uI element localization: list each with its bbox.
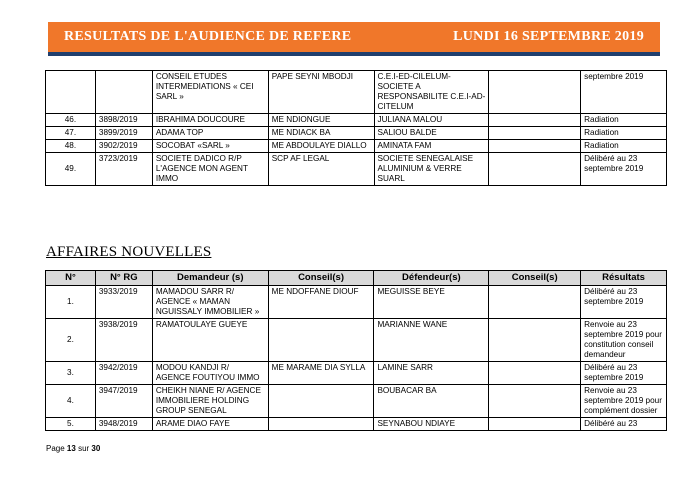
- row-demandeur: IBRAHIMA DOUCOURE: [152, 114, 268, 127]
- new-cases-table: [45, 270, 667, 431]
- row-rg: 3938/2019: [95, 319, 152, 362]
- row-conseil-defendeur: [489, 418, 581, 431]
- row-num: 3.: [46, 362, 96, 385]
- table-row: [46, 71, 667, 114]
- row-conseil: [268, 418, 374, 431]
- row-defendeur: MEGUISSE BEYE: [374, 286, 489, 319]
- row-defendeur: JULIANA MALOU: [374, 114, 489, 127]
- row-defendeur: SOCIETE SENEGALAISE ALUMINIUM & VERRE SUARL: [374, 153, 489, 186]
- row-resultat: Délibéré au 23 septembre 2019: [581, 286, 667, 319]
- row-conseil: SCP AF LEGAL: [268, 153, 374, 186]
- row-rg: [95, 71, 152, 114]
- row-conseil: [268, 385, 374, 418]
- footer-page: 13: [66, 444, 76, 453]
- footer-sep: sur: [78, 444, 90, 453]
- col-header-conseil: Conseil(s): [268, 271, 374, 286]
- row-rg: 3723/2019: [95, 153, 152, 186]
- row-num: 48.: [46, 140, 96, 153]
- table-row: [46, 153, 667, 186]
- row-resultat: Délibéré au 23: [581, 418, 667, 431]
- continued-results-table: [45, 70, 667, 186]
- row-resultat: Délibéré au 23 septembre 2019: [581, 153, 667, 186]
- row-conseil: PAPE SEYNI MBODJI: [268, 71, 374, 114]
- row-conseil-defendeur: [489, 319, 581, 362]
- row-resultat: septembre 2019: [581, 71, 667, 114]
- header-date: LUNDI 16 SEPTEMBRE 2019: [453, 29, 644, 44]
- row-num: 2.: [46, 319, 96, 362]
- row-resultat: Radiation: [581, 140, 667, 153]
- col-header-num: N°: [46, 271, 96, 286]
- row-demandeur: MODOU KANDJI R/ AGENCE FOUTIYOU IMMO: [152, 362, 268, 385]
- footer-total: 30: [91, 444, 101, 453]
- col-header-demandeur: Demandeur (s): [152, 271, 268, 286]
- row-conseil-defendeur: [489, 71, 581, 114]
- row-rg: 3948/2019: [95, 418, 152, 431]
- row-defendeur: MARIANNE WANE: [374, 319, 489, 362]
- row-demandeur: ARAME DIAO FAYE: [152, 418, 268, 431]
- row-num: 4.: [46, 385, 96, 418]
- row-resultat: Renvoie au 23 septembre 2019 pour complément dossier: [581, 385, 667, 418]
- row-conseil-defendeur: [489, 385, 581, 418]
- row-num: 49.: [46, 153, 96, 186]
- row-rg: 3947/2019: [95, 385, 152, 418]
- row-demandeur: CHEIKH NIANE R/ AGENCE IMMOBILIERE HOLDING GROUP SENEGAL: [152, 385, 268, 418]
- row-num: [46, 71, 96, 114]
- row-demandeur: ADAMA TOP: [152, 127, 268, 140]
- footer-prefix: Page: [46, 444, 65, 453]
- page-footer: [46, 444, 100, 453]
- row-rg: 3899/2019: [95, 127, 152, 140]
- row-conseil-defendeur: [489, 114, 581, 127]
- row-conseil-defendeur: [489, 127, 581, 140]
- row-resultat: Renvoie au 23 septembre 2019 pour constitution conseil demandeur: [581, 319, 667, 362]
- row-demandeur: CONSEIL ETUDES INTERMEDIATIONS « CEI SARL »: [152, 71, 268, 114]
- row-rg: 3933/2019: [95, 286, 152, 319]
- table-row: [46, 418, 667, 431]
- table-row: [46, 127, 667, 140]
- row-defendeur: C.E.I-ED-CILELUM-SOCIETE A RESPONSABILITE C.E.I-AD-CITELUM: [374, 71, 489, 114]
- row-demandeur: SOCIETE DADICO R/P L'AGENCE MON AGENT IMMO: [152, 153, 268, 186]
- row-num: 1.: [46, 286, 96, 319]
- col-header-defendeur: Défendeur(s): [374, 271, 489, 286]
- row-conseil: ME NDIACK BA: [268, 127, 374, 140]
- row-conseil: ME MARAME DIA SYLLA: [268, 362, 374, 385]
- header-title: RESULTATS DE L'AUDIENCE DE REFERE: [64, 29, 352, 44]
- row-conseil: ME ABDOULAYE DIALLO: [268, 140, 374, 153]
- row-defendeur: BOUBACAR BA: [374, 385, 489, 418]
- row-num: 5.: [46, 418, 96, 431]
- row-rg: 3902/2019: [95, 140, 152, 153]
- row-demandeur: SOCOBAT «SARL »: [152, 140, 268, 153]
- row-conseil: ME NDIONGUE: [268, 114, 374, 127]
- table-row: [46, 319, 667, 362]
- header-banner: [48, 22, 660, 56]
- row-conseil-defendeur: [489, 140, 581, 153]
- row-defendeur: AMINATA FAM: [374, 140, 489, 153]
- table-header-row: [46, 271, 667, 286]
- table-row: [46, 114, 667, 127]
- row-demandeur: RAMATOULAYE GUEYE: [152, 319, 268, 362]
- row-conseil: ME NDOFFANE DIOUF: [268, 286, 374, 319]
- row-num: 46.: [46, 114, 96, 127]
- row-num: 47.: [46, 127, 96, 140]
- table-row: [46, 362, 667, 385]
- row-rg: 3898/2019: [95, 114, 152, 127]
- row-conseil-defendeur: [489, 286, 581, 319]
- col-header-resultats: Résultats: [581, 271, 667, 286]
- row-conseil-defendeur: [489, 362, 581, 385]
- col-header-conseil-defendeur: Conseil(s): [489, 271, 581, 286]
- row-conseil: [268, 319, 374, 362]
- row-resultat: Délibéré au 23 septembre 2019: [581, 362, 667, 385]
- row-resultat: Radiation: [581, 127, 667, 140]
- header-bar: [48, 22, 660, 52]
- row-defendeur: SEYNABOU NDIAYE: [374, 418, 489, 431]
- row-defendeur: LAMINE SARR: [374, 362, 489, 385]
- table-row: [46, 385, 667, 418]
- row-rg: 3942/2019: [95, 362, 152, 385]
- row-demandeur: MAMADOU SARR R/ AGENCE « MAMAN NGUISSALY IMMOBILIER »: [152, 286, 268, 319]
- table-row: [46, 140, 667, 153]
- row-conseil-defendeur: [489, 153, 581, 186]
- row-resultat: Radiation: [581, 114, 667, 127]
- section-title: AFFAIRES NOUVELLES: [46, 244, 212, 260]
- col-header-rg: N° RG: [95, 271, 152, 286]
- row-defendeur: SALIOU BALDE: [374, 127, 489, 140]
- table-row: [46, 286, 667, 319]
